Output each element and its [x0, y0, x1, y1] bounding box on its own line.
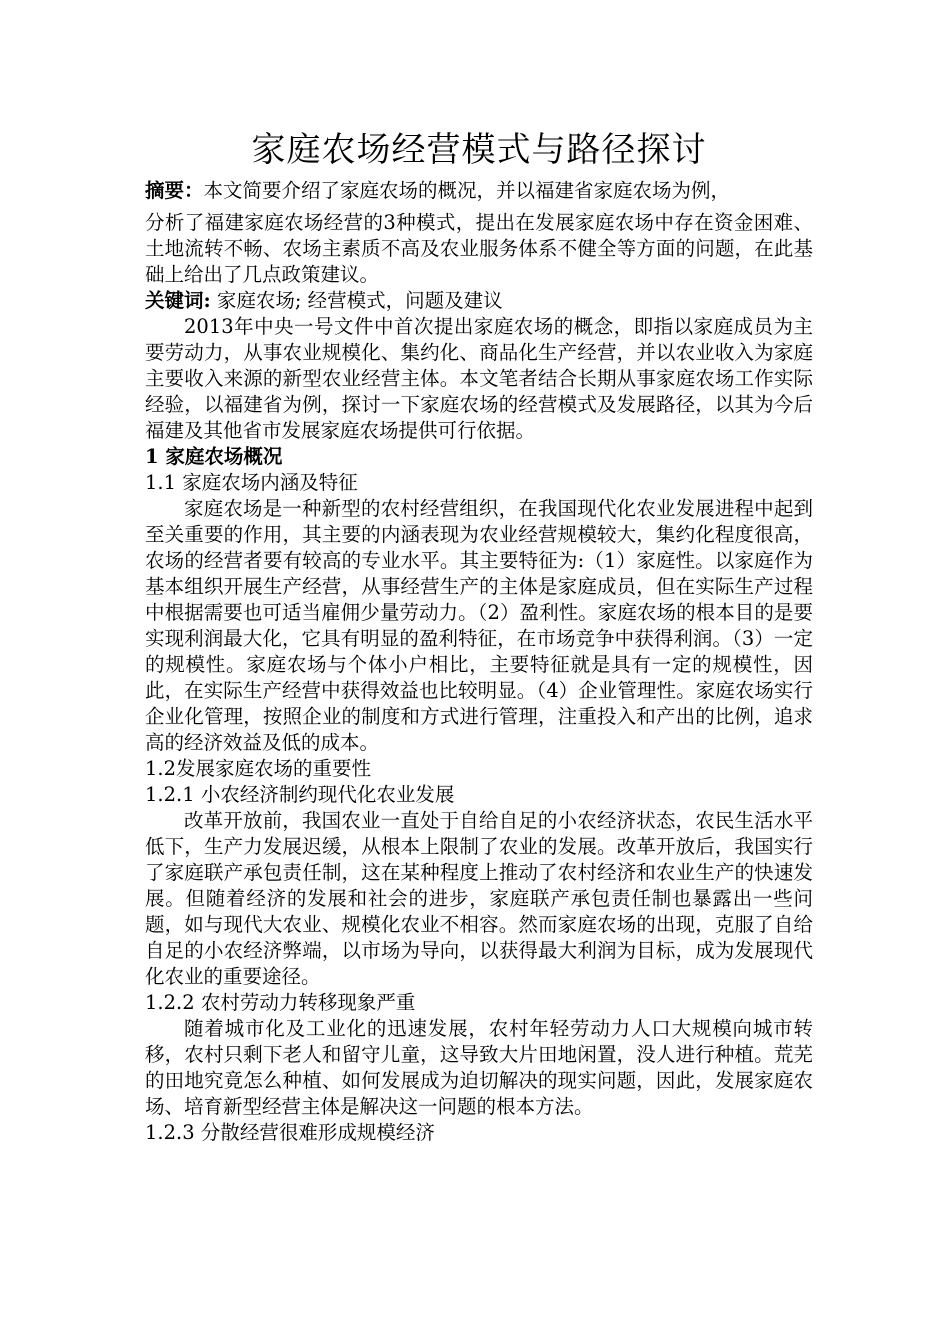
section-heading-1-1: 1.1 家庭农场内涵及特征: [145, 471, 358, 494]
document-body: [145, 128, 813, 1146]
document-title: 家庭农场经营模式与路径探讨: [251, 130, 707, 170]
section-heading-1-2: 1.2发展家庭农场的重要性: [145, 757, 372, 780]
keywords-label: 关键词:: [145, 289, 211, 312]
abstract-first-line: [145, 178, 813, 204]
paragraph-1-1: 家庭农场是一种新型的农村经营组织，在我国现代化农业发展进程中起到至关重要的作用，其主要的内涵表现为农业经营规模较大，集约化程度很高，农场的经营者要有较高的专业水平。其主要特征为:（1）家庭性。以家庭作为基本组织开展生产经营，从事经营生产的主体是家庭成员，但在实际生产过程中根据需要也可适当雇佣少量劳动力。（2）盈利性。家庭农场的根本目的是要实现利润最大化，它具有明显的盈利特征，在市场竞争中获得利润。（3）一定的规模性。家庭农场与个体小户相比，主要特征就是具有一定的规模性，因此，在实际生产经营中获得效益也比较明显。（4）企业管理性。家庭农场实行企业化管理，按照企业的制度和方式进行管理，注重投入和产出的比例，追求高的经济效益及低的成本。: [145, 497, 813, 754]
section-heading-1: 1 家庭农场概况: [145, 445, 283, 468]
section-heading-1-2-2: 1.2.2 农村劳动力转移现象严重: [145, 991, 416, 1014]
section-heading-1-2-3: 1.2.3 分散经营很难形成规模经济: [145, 1121, 435, 1144]
abstract: [145, 178, 813, 288]
keywords: [145, 288, 813, 314]
paragraph-1-2-1: 改革开放前，我国农业一直处于自给自足的小农经济状态，农民生活水平低下，生产力发展迟缓，从根本上限制了农业的发展。改革开放后，我国实行了家庭联产承包责任制，这在某种程度上推动了农村经济和农业生产的快速发展。但随着经济的发展和社会的进步，家庭联产承包责任制也暴露出一些问题，如与现代大农业、规模化农业不相容。然而家庭农场的出现，克服了自给自足的小农经济弊端，以市场为导向，以获得最大利润为目标，成为发展现代化农业的重要途径。: [145, 809, 813, 988]
abstract-label: 摘要：: [145, 179, 204, 202]
section-heading-1-2-1: 1.2.1 小农经济制约现代化农业发展: [145, 783, 455, 806]
abstract-rest-text: 分析了福建家庭农场经营的3种模式，提出在发展家庭农场中存在资金困难、土地流转不畅、农场主素质不高及农业服务体系不健全等方面的问题，在此基础上给出了几点政策建议。: [145, 211, 813, 286]
abstract-first-text: 本文简要介绍了家庭农场的概况，并以福建省家庭农场为例，: [203, 179, 731, 202]
paragraph-1-2-2: 随着城市化及工业化的迅速发展，农村年轻劳动力人口大规模向城市转移，农村只剩下老人和留守儿童，这导致大片田地闲置，没人进行种植。荒芜的田地究竟怎么种植、如何发展成为迫切解决的现实问题，因此，发展家庭农场、培育新型经营主体是解决这一问题的根本方法。: [145, 1017, 813, 1118]
keywords-text: 家庭农场; 经营模式，问题及建议: [210, 289, 503, 312]
intro-paragraph: 2013年中央一号文件中首次提出家庭农场的概念，即指以家庭成员为主要劳动力，从事农业规模化、集约化、商品化生产经营，并以农业收入为家庭主要收入来源的新型农业经营主体。本文笔者结合长期从事家庭农场工作实际经验，以福建省为例，探讨一下家庭农场的经营模式及发展路径，以其为今后福建及其他省市发展家庭农场提供可行依据。: [145, 315, 813, 442]
